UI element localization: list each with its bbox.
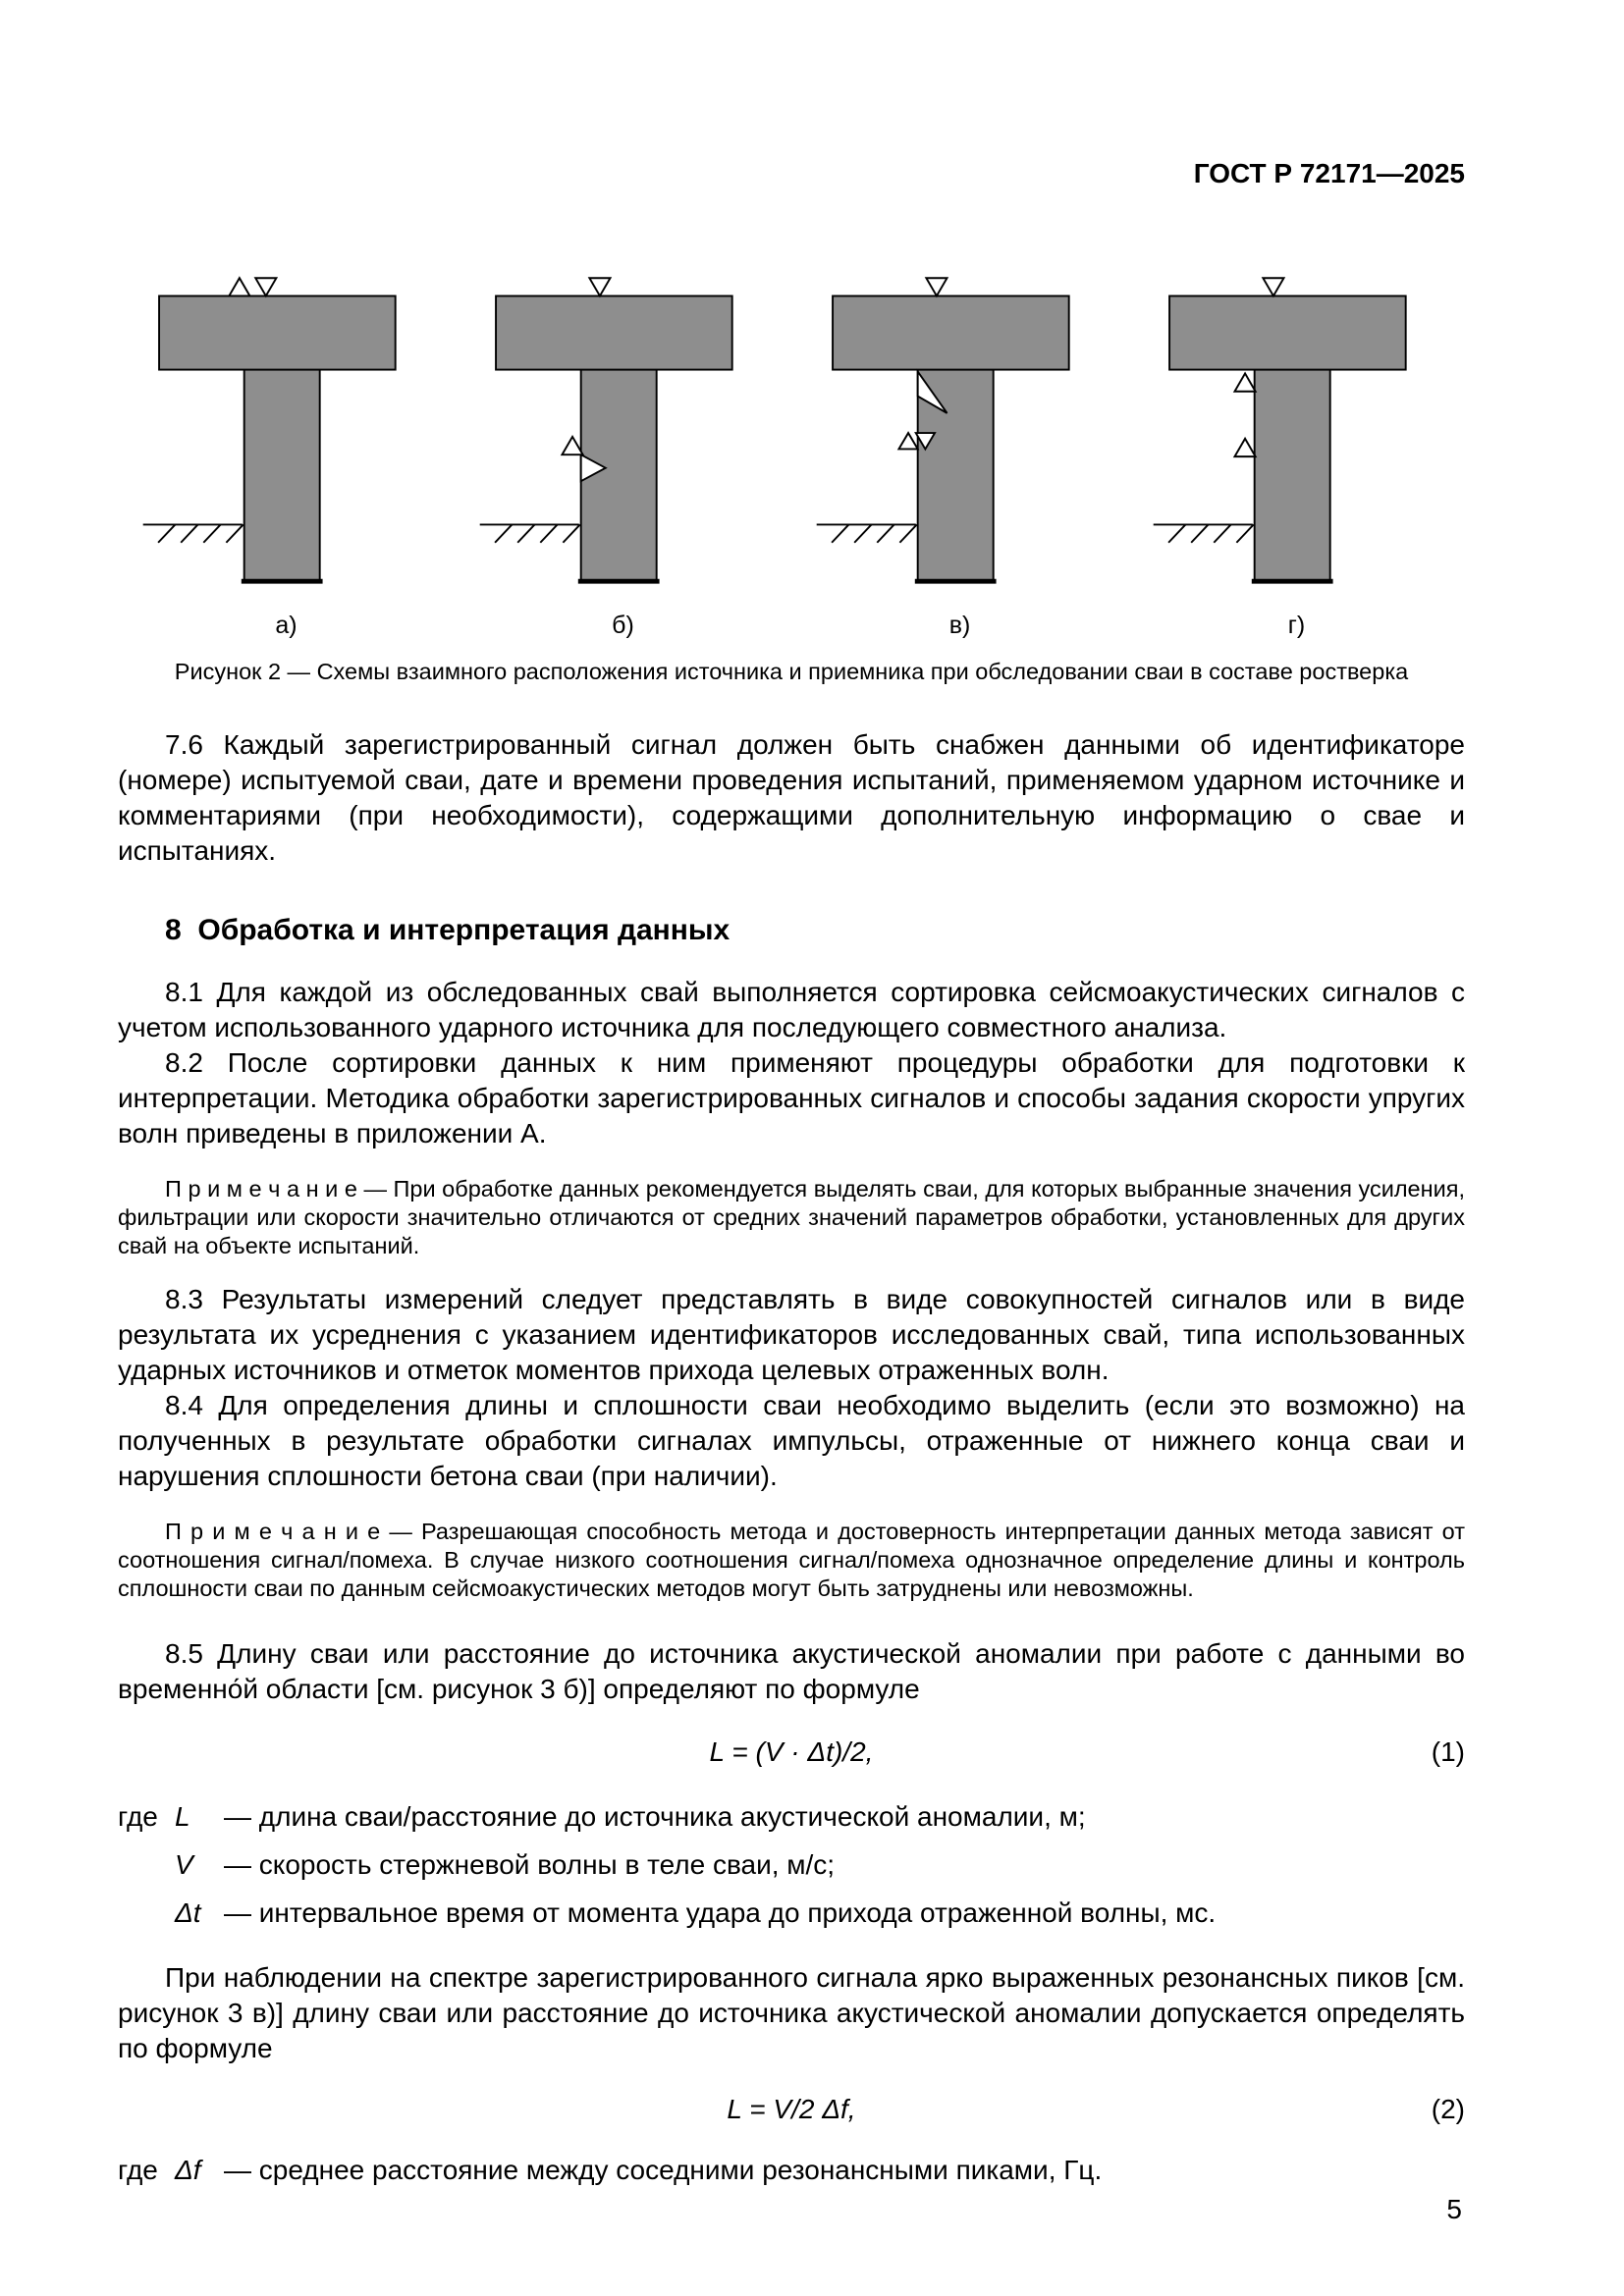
pile-cap-diagram-b: [472, 263, 775, 607]
formula-1-expression: L = (V · Δt)/2,: [709, 1736, 874, 1767]
receiver-marker-1-icon: [1234, 373, 1255, 391]
diagram-label-b: б): [612, 612, 634, 639]
pile-cap-diagram-v: [809, 263, 1111, 607]
formula-1-definitions: [118, 1799, 1465, 1931]
paragraph-8-3: 8.3 Результаты измерений следует представлять в виде совокупностей сигналов или в виде результата их усреднения с указанием идентификаторов исследованных свай, типа использованных ударных источников и отметок моментов прихода целевых отраженных волн.: [118, 1284, 1465, 1385]
page-number: 5: [1446, 2194, 1462, 2224]
definition-intro: [118, 1896, 175, 1931]
definition-row: [118, 1896, 1465, 1931]
source-marker-icon: [255, 278, 276, 295]
section-8-heading: 8 Обработка и интерпретация данных: [165, 914, 731, 946]
paragraph-8-2: 8.2 После сортировки данных к ним применяют процедуры обработки для подготовки к интерпретации. Методика обработки зарегистрированных сигналов и способы задания скорости упругих волн приведены в приложении А.: [118, 1047, 1465, 1148]
definition-text: — скорость стержневой волны в теле сваи, м/с;: [224, 1849, 836, 1880]
ground-surface: [142, 524, 243, 542]
ground-surface: [1153, 524, 1253, 542]
pile-cap-diagram-a: [135, 263, 438, 607]
pile-cap-diagram-g: [1146, 263, 1448, 607]
diagram-g: [1128, 263, 1465, 641]
formula-2-number: (2): [1431, 2094, 1465, 2124]
pile: [244, 370, 319, 582]
diagram-a: [118, 263, 455, 641]
source-marker-icon: [926, 278, 947, 295]
pile-cap: [1169, 296, 1406, 370]
definition-row: [118, 1799, 1465, 1835]
formula-2: [118, 2092, 1465, 2127]
definition-term: L: [175, 1801, 190, 1832]
receiver-marker-icon: [562, 437, 582, 454]
pile: [1254, 370, 1329, 582]
formula-1-number: (1): [1431, 1736, 1465, 1767]
definition-term: V: [175, 1849, 193, 1880]
definition-row: [118, 1847, 1465, 1883]
paragraph-8-5: 8.5 Длину сваи или расстояние до источника акустической аномалии при работе с данными во временно́й области [см. рисунок 3 б)] определяют по формуле: [118, 1638, 1465, 1704]
paragraph-8-4: 8.4 Для определения длины и сплошности сваи необходимо выделить (если это возможно) на полученных в результате обработки сигналах импульсы, отраженные от нижнего конца сваи и нарушения сплошности бетона сваи (при наличии).: [118, 1390, 1465, 1491]
formula-2-definition: [118, 2153, 1465, 2188]
definition-term: Δt: [175, 1897, 201, 1928]
note-1: П р и м е ч а н и е — При обработке данных рекомендуется выделять сваи, для которых выбранные значения усиления, фильтрации или скорости значительно отличаются от средних значений параметров обработки, установленных для других свай на объекте испытаний.: [118, 1176, 1465, 1258]
definition-intro: где: [118, 2155, 158, 2185]
diagram-v: [791, 263, 1128, 641]
diagram-label-g: г): [1287, 612, 1306, 639]
figure-2: [118, 263, 1465, 686]
paragraph-8-1: 8.1 Для каждой из обследованных свай выполняется сортировка сейсмоакустических сигналов с учетом использованного ударного источника для последующего совместного анализа.: [118, 977, 1465, 1042]
formula-1: [118, 1735, 1465, 1770]
figure-diagrams: [118, 263, 1465, 641]
definition-text: — среднее расстояние между соседними резонансными пиками, Гц.: [224, 2155, 1103, 2185]
paragraph-7-6: 7.6 Каждый зарегистрированный сигнал должен быть снабжен данными об идентификаторе (номере) испытуемой сваи, дате и времени проведения испытаний, применяемом ударном источнике и комментариями (при необходимости), содержащими дополнительную информацию о свае и испытаниях.: [118, 729, 1465, 866]
definition-intro: [118, 1847, 175, 1883]
definition-term: Δf: [175, 2155, 201, 2185]
diagram-b: [455, 263, 791, 641]
definition-intro: где: [118, 1801, 158, 1832]
pile-cap: [496, 296, 732, 370]
definition-text: — интервальное время от момента удара до прихода отраженной волны, мс.: [224, 1897, 1217, 1928]
pile-cap: [159, 296, 396, 370]
diagram-label-a: а): [275, 612, 298, 639]
receiver-marker-up-icon: [898, 433, 917, 449]
receiver-marker-icon: [229, 278, 249, 295]
formula-2-expression: L = V/2 Δf,: [727, 2094, 856, 2124]
source-marker-icon: [589, 278, 610, 295]
figure-caption: Рисунок 2 — Схемы взаимного расположения источника и приемника при обследовании сваи в составе ростверка: [174, 659, 1409, 684]
ground-surface: [816, 524, 916, 542]
diagram-label-v: в): [948, 612, 971, 639]
ground-surface: [479, 524, 579, 542]
paragraph-8-5-continued: При наблюдении на спектре зарегистрированного сигнала ярко выраженных резонансных пиков [см. рисунок 3 в)] длину сваи или расстояние до источника акустической аномалии допускается определять по формуле: [118, 1962, 1465, 2063]
document-code: ГОСТ Р 72171—2025: [1193, 158, 1465, 188]
definition-text: — длина сваи/расстояние до источника акустической аномалии, м;: [224, 1801, 1086, 1832]
source-marker-icon: [1263, 278, 1283, 295]
note-2: П р и м е ч а н и е — Разрешающая способность метода и достоверность интерпретации данных метода зависят от соотношения сигнал/помеха. В случае низкого соотношения сигнал/помеха однозначное определение длины и контроль сплошности сваи по данным сейсмоакустических методов могут быть затруднены или невозможны.: [118, 1519, 1465, 1601]
pile-cap: [833, 296, 1069, 370]
receiver-marker-2-icon: [1234, 439, 1255, 456]
